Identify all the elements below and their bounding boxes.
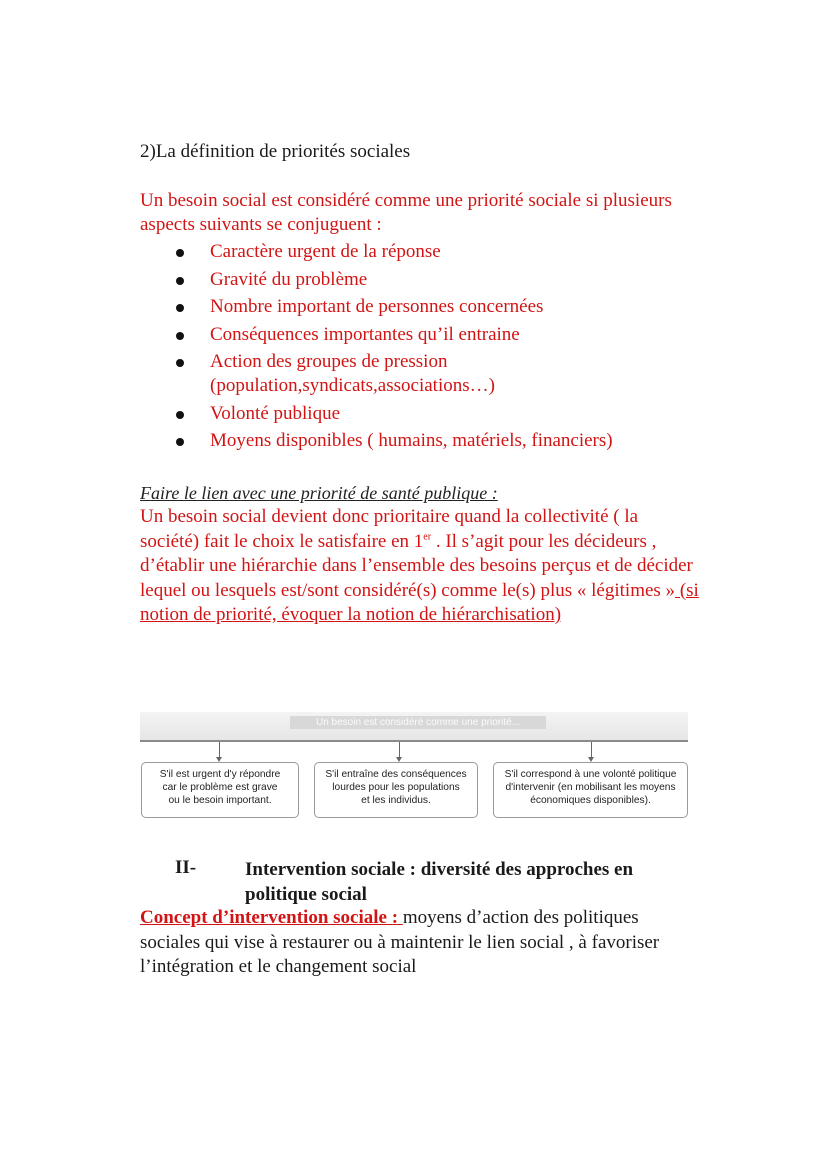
list-item: Volonté publique xyxy=(172,402,692,426)
bullet-icon xyxy=(176,332,184,340)
concept-definition: Concept d’intervention sociale : moyens d’action des politiques sociales qui vise à restaurer ou à maintenir le lien social , à favoriser l’intégration et le changement social xyxy=(140,907,660,977)
list-item: Moyens disponibles ( humains, matériels, financiers) xyxy=(172,429,692,453)
intro-text: Un besoin social est considéré comme une priorité sociale si plusieurs aspects suivants se conjuguent : xyxy=(140,190,672,235)
diagram-header: Un besoin est considéré comme une priorité... xyxy=(290,716,546,729)
diagram-box-urgent: S'il est urgent d'y répondre car le problème est grave ou le besoin important. xyxy=(141,762,299,818)
diagram-box-consequences: S'il entraîne des conséquences lourdes pour les populations et les individus. xyxy=(314,762,478,818)
list-item: Gravité du problème xyxy=(172,268,692,292)
list-item: Action des groupes de pression (population,syndicats,associations…) xyxy=(172,350,692,398)
criteria-list xyxy=(172,240,692,457)
arrow-down-icon xyxy=(399,742,400,758)
diagram-box-political-will: S'il correspond à une volonté politique d'intervenir (en mobilisant les moyens économiques disponibles). xyxy=(493,762,688,818)
bullet-icon xyxy=(176,359,184,367)
bullet-icon xyxy=(176,438,184,446)
priority-paragraph: Un besoin social devient donc prioritaire quand la collectivité ( la société) fait le choix le satisfaire en 1er . Il s’agit pour les décideurs , d’établir une hiérarchie dans l’ensemble des besoins perçus et de décider lequel ou lesquels est/sont considéré(s) comme le(s) plus « légitimes » (si notion de priorité, évoquer la notion de hiérarchisation) xyxy=(140,506,699,625)
diagram-divider xyxy=(140,740,688,742)
bullet-icon xyxy=(176,277,184,285)
arrow-down-icon xyxy=(591,742,592,758)
section-title: 2)La définition de priorités sociales xyxy=(140,141,411,162)
bullet-icon xyxy=(176,249,184,257)
list-item: Nombre important de personnes concernées xyxy=(172,295,692,319)
bullet-icon xyxy=(176,411,184,419)
section-number: II- xyxy=(175,857,197,878)
arrow-down-icon xyxy=(219,742,220,758)
list-item: Conséquences importantes qu’il entraine xyxy=(172,323,692,347)
link-heading: Faire le lien avec une priorité de santé publique : xyxy=(140,483,498,503)
priority-diagram xyxy=(140,712,688,820)
section-heading: Intervention sociale : diversité des approches en politique social xyxy=(245,859,634,905)
bullet-icon xyxy=(176,304,184,312)
list-item: Caractère urgent de la réponse xyxy=(172,240,692,264)
